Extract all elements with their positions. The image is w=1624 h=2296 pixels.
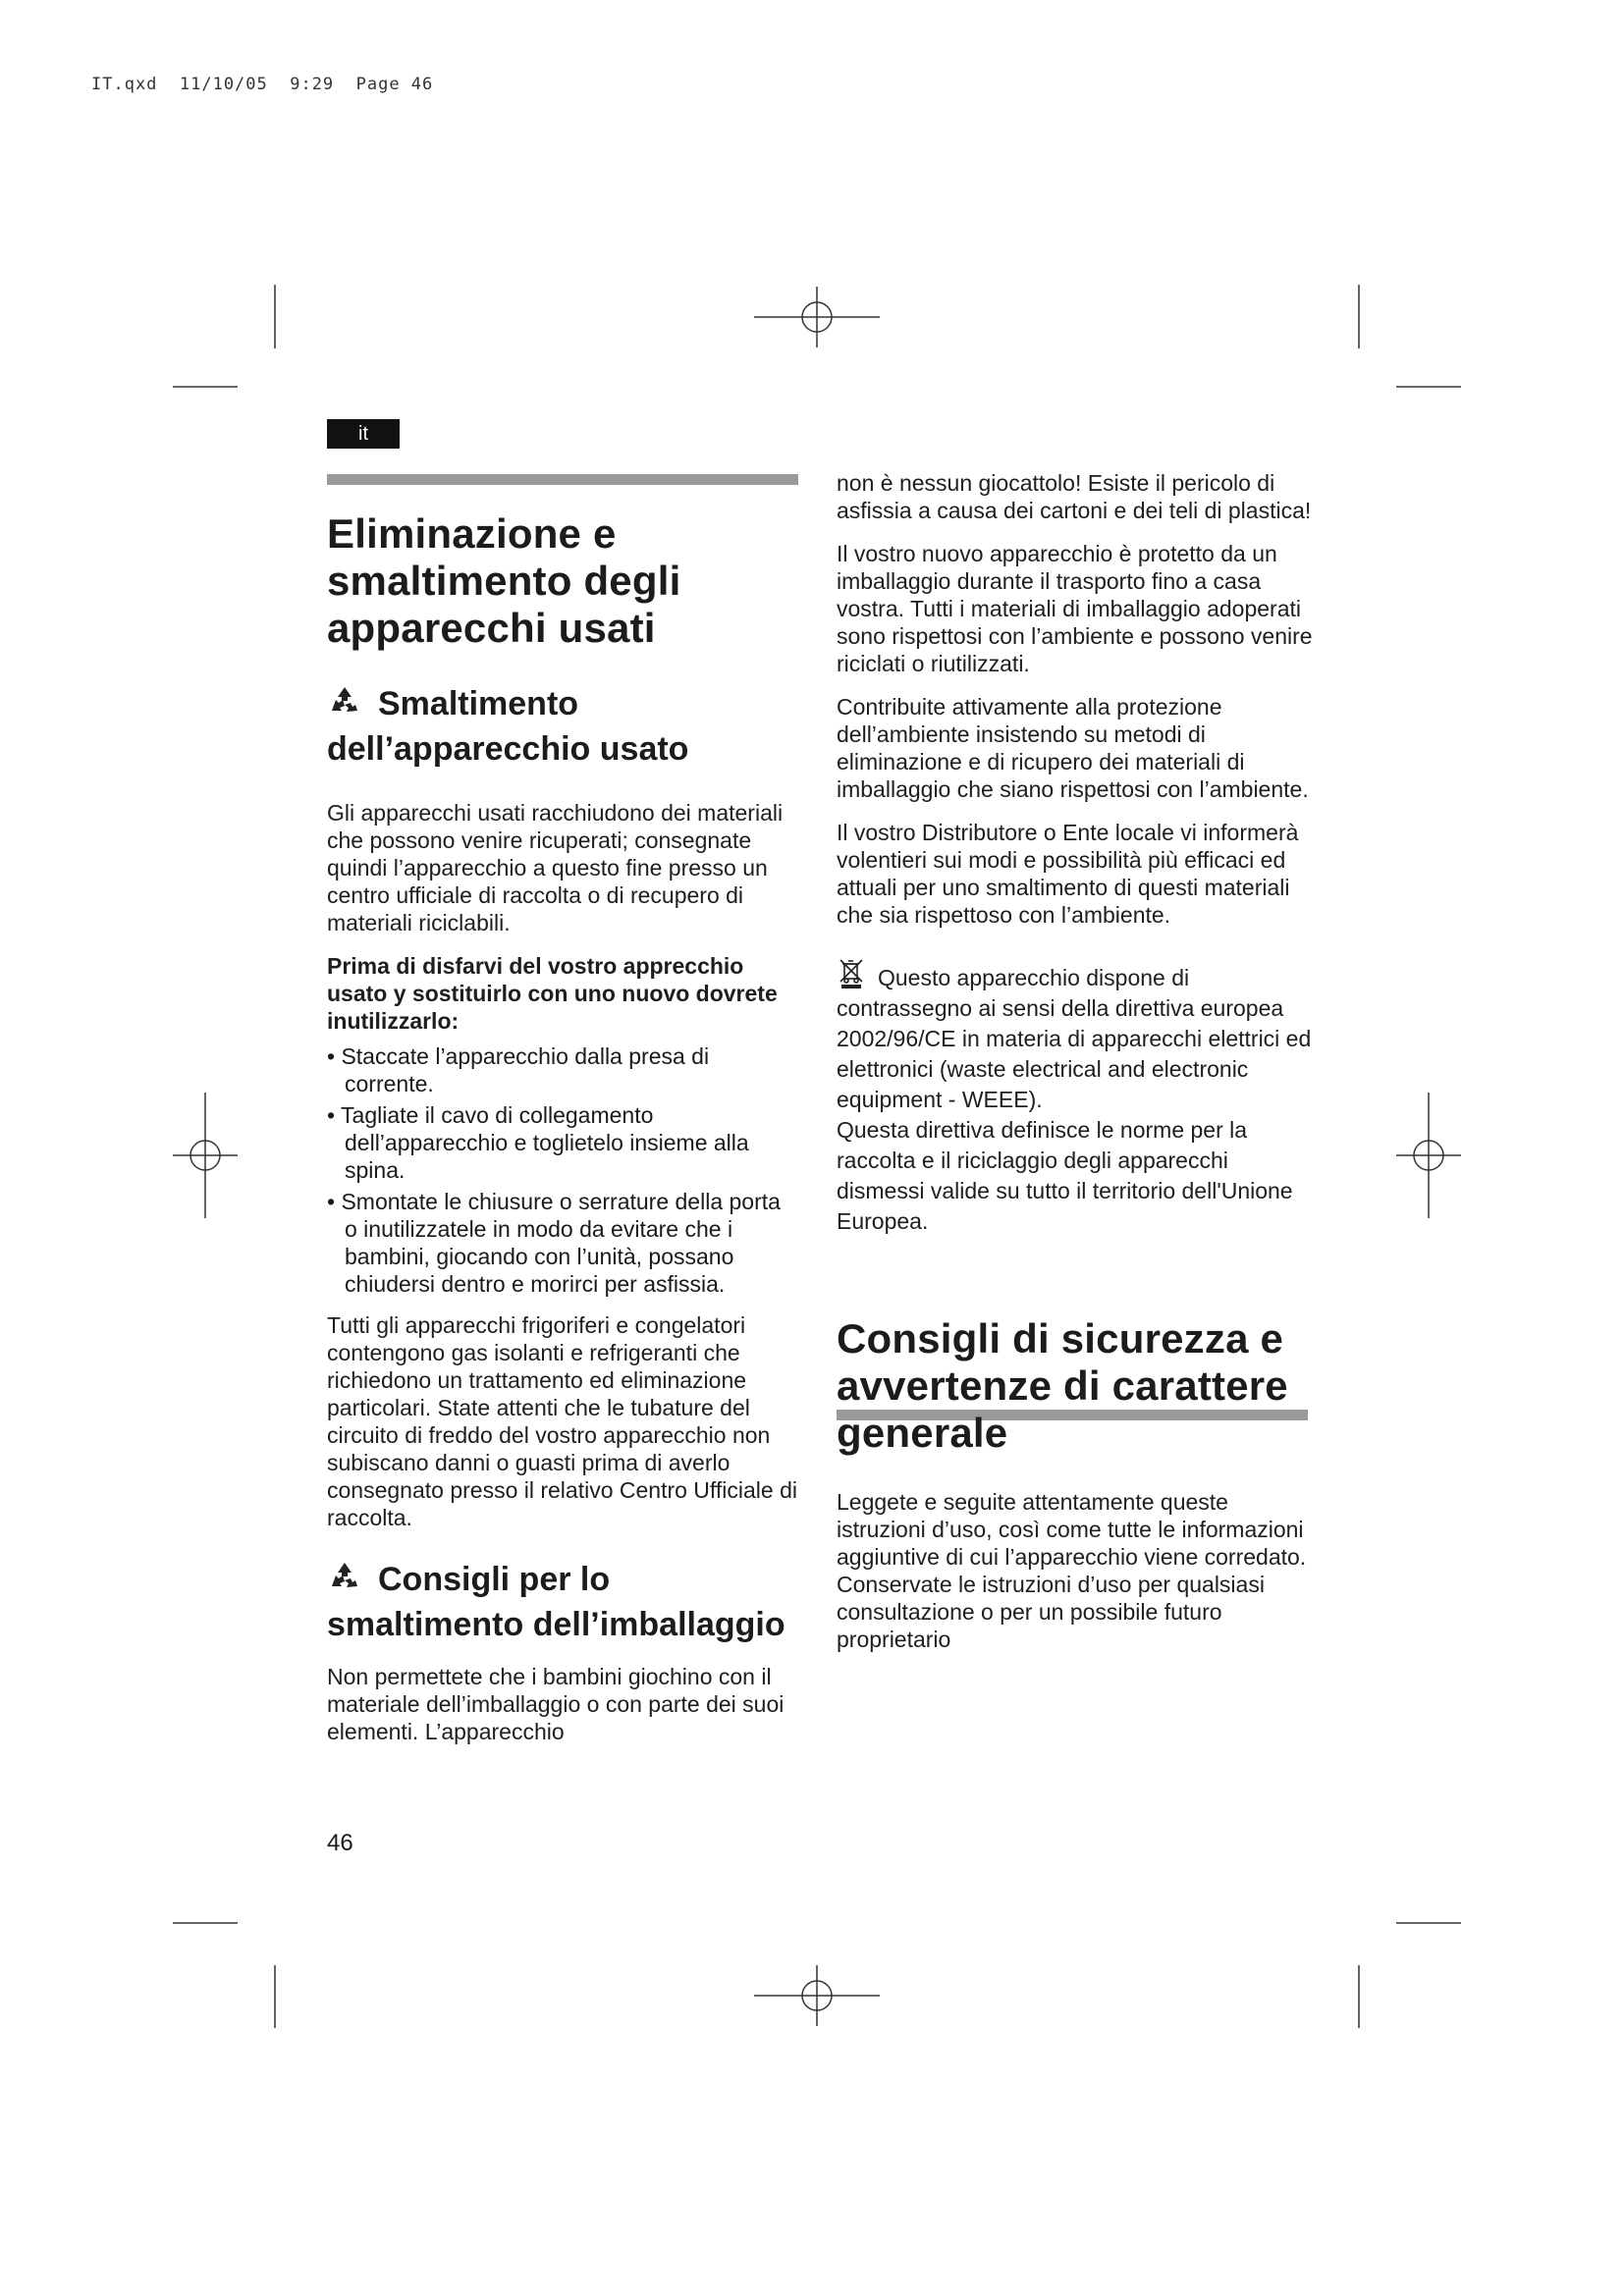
left-column	[327, 471, 798, 1745]
paragraph: Il vostro nuovo apparecchio è protetto da un imballaggio durante il trasporto fino a casa vostra. Tutti i materiali di imballaggio adoperati sono rispettosi con l’ambiente e possono venire riciclati o riutilizzati.	[837, 541, 1313, 676]
paragraph: non è nessun giocattolo! Esiste il pericolo di asfissia a causa dei cartoni e dei teli di plastica!	[837, 470, 1312, 523]
recycle-icon	[327, 1560, 362, 1595]
paragraph: Tutti gli apparecchi frigoriferi e congelatori contengono gas isolanti e refrigeranti che richiedono un trattamento ed eliminazione particolari. State attenti che le tubature del circuito di freddo del vostro apparecchio non subiscano danni o guasti prima di averlo consegnato presso il relativo Centro Ufficiale di raccolta.	[327, 1312, 797, 1530]
paragraph: Leggete e seguite attentamente queste istruzioni d’uso, così come tutte le informazioni aggiuntive di cui l’apparecchio viene corredato. Conservate le istruzioni d’uso per qualsiasi consultazione o per un possibile futuro proprietario	[837, 1489, 1307, 1652]
bold-note: Prima di disfarvi del vostro apprecchio usato y sostituirlo con uno nuovo dovrete inutilizzarlo:	[327, 953, 778, 1034]
section-heading-imballaggio: Consigli per lo smaltimento dell’imballaggio	[327, 1561, 785, 1643]
paragraph: Il vostro Distributore o Ente locale vi informerà volentieri sui modi e possibilità più efficaci ed attuali per uno smaltimento di questi materiali che sia rispettoso con l’ambiente.	[837, 820, 1299, 928]
language-badge: it	[327, 419, 400, 449]
section-heading-smaltimento: Smaltimento dell’apparecchio usato	[327, 685, 689, 768]
page-number: 46	[327, 1830, 353, 1856]
paragraph: Gli apparecchi usati racchiudono dei materiali che possono venire ricuperati; consegnate quindi l’apparecchio a questo fine presso un centro ufficiale di raccolta o di recupero di materiali riciclabili.	[327, 800, 784, 935]
recycle-icon	[327, 684, 362, 720]
safety-title: Consigli di sicurezza e avvertenze di carattere generale	[837, 1315, 1288, 1456]
paragraph: Non permettete che i bambini giochino con il materiale dell’imballaggio o con parte dei suoi elementi. L’apparecchio	[327, 1664, 785, 1744]
list-item: • Smontate le chiusure o serrature della porta o inutilizzatele in modo da evitare che i bambini, giocando con l’unità, possano chiudersi dentro e morirci per asfissia.	[327, 1188, 798, 1298]
list-item: • Tagliate il cavo di collegamento dell’apparecchio e toglietelo insieme alla spina.	[327, 1101, 798, 1184]
weee-bin-icon	[837, 956, 866, 989]
paragraph: Contribuite attivamente alla protezione dell’ambiente insistendo su metodi di eliminazione e di ricupero dei materiali di imballaggio che siano rispettosi con l’ambiente.	[837, 694, 1309, 802]
print-header: IT.qxd 11/10/05 9:29 Page 46	[91, 75, 434, 94]
weee-paragraph: Questo apparecchio dispone di contrassegno ai sensi della direttiva europea 2002/96/CE in materia di apparecchi elettrici ed elettronici (waste electrical and electronic equipment - WEEE).	[837, 956, 1318, 1115]
paragraph: Questa direttiva definisce le norme per la raccolta e il riciclaggio degli apparecchi dismessi valide su tutto il territorio dell'Unione Europea.	[837, 1117, 1293, 1234]
bullet-list	[327, 1042, 798, 1298]
list-item: • Staccate l’apparecchio dalla presa di corrente.	[327, 1042, 798, 1097]
main-title: Eliminazione e smaltimento degli apparecchi usati	[327, 510, 681, 651]
right-column	[837, 469, 1318, 1653]
